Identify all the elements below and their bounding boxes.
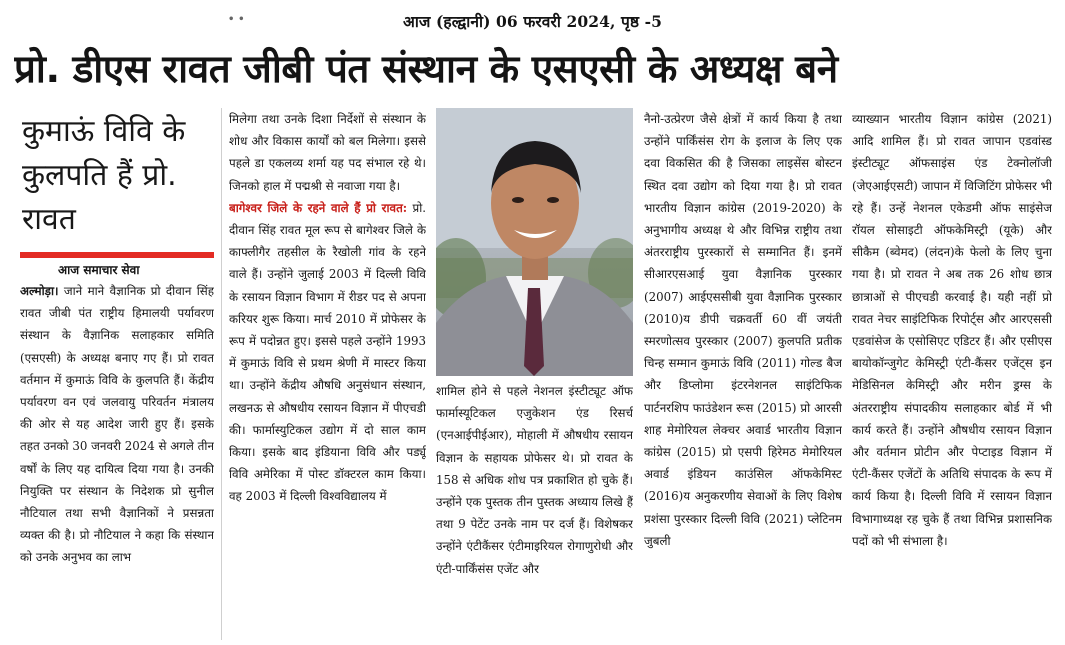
article-column-2 — [229, 108, 426, 642]
article-column-1 — [20, 280, 214, 642]
article-column-5 — [852, 108, 1052, 642]
header-dateline: आज (हल्द्वानी) 06 फरवरी 2024, पृष्ठ -5 — [402, 12, 663, 31]
page-header — [0, 10, 1065, 32]
column-4-text: नैनो-उत्प्रेरण जैसे क्षेत्रों में कार्य किया है तथा उन्होंने पार्किंसंस रोग के इलाज के लिए एक दवा विकसित की है जिसका लाइसेंस बोस्टन स्थित दवा उद्योग को दिया गया है। प्रो रावत भारतीय विज्ञान कांग्रेस (2019-2020) के अनुभागीय अध्यक्ष थे और विभिन्न राष्ट्रीय तथा अंतरराष्ट्रीय पुरस्कारों से सम्मानित हैं। इनमें सीआरएसआई युवा वैज्ञानिक पुरस्कार (2007) आईएससीबी युवा वैज्ञानिक पुरस्कार (2010)य डीपी चक्रवर्ती 60 वीं जयंती स्मरणोत्सव पुरस्कार (2007) कुलपति प्रतीक चिन्ह सम्मान कुमाऊं विवि (2011) गोल्ड बैज और डिप्लोमा इंटरनेशनल साइंटिफिक पार्टनरशिप फाउंडेशन रूस (2015) प्रो आरसी शाह मेमोरियल लेक्चर अवार्ड भारतीय विज्ञान कांग्रेस (2015) प्रो एसपी हिरेमठ मेमोरियल अवार्ड इंडियन काउंसिल ऑफकेमिस्ट (2016)य अनुकरणीय सेवाओं के लिए विशेष प्रशंसा पुरस्कार दिल्ली विवि (2021) प्लेटिनम जुबली — [644, 112, 842, 548]
column-divider — [221, 108, 222, 640]
subheadline: कुमाऊं विवि के कुलपति हैं प्रो. रावत — [22, 114, 186, 237]
header-dots: • • — [228, 14, 245, 25]
article-column-3 — [436, 380, 633, 642]
red-divider — [20, 252, 214, 258]
headline: प्रो. डीएस रावत जीबी पंत संस्थान के एसएसी के अध्यक्ष बने — [14, 47, 838, 92]
column-2-text-b: प्रो. दीवान सिंह रावत मूल रूप से बागेश्वर जिले के काफ्लीगैर तहसील के रैखोली गांव के रहने वाले हैं। उन्होंने जुलाई 2003 में दिल्ली विवि के रसायन विज्ञान विभाग में रीडर पद से अपना करियर शुरू किया। मार्च 2010 में प्रोफेसर के रूप में पदोन्नत हुए। इससे पहले उन्होंने 1993 में कुमाऊं विवि से प्रथम श्रेणी में मास्टर किया था। उन्होंने केंद्रीय औषधि अनुसंधान संस्थान, लखनऊ से औषधीय रसायन विज्ञान में पीएचडी की। फार्मास्युटिकल उद्योग में दो साल काम किया। इसके बाद इंडियाना विवि और पर्ड्यू विवि अमेरिका में पोस्ट डॉक्टरल काम किया। वह 2003 में दिल्ली विश्वविद्यालय में — [229, 200, 426, 504]
portrait-illustration — [436, 108, 633, 376]
column-2-text-a: मिलेगा तथा उनके दिशा निर्देशों से संस्थान के शोध और विकास कार्यों को बल मिलेगा। इससे पहले डा एकलव्य शर्मा यह पद संभाल रहे थे। जिनको हाल में पद्मश्री से नवाजा गया है। — [229, 112, 426, 193]
article-column-4 — [644, 108, 842, 642]
crosshead: बागेश्वर जिले के रहने वाले हैं प्रो रावत: — [229, 200, 408, 215]
column-1-text: जाने माने वैज्ञानिक प्रो दीवान सिंह रावत जीबी पंत राष्ट्रीय हिमालयी पर्यावरण संस्थान के वैज्ञानिक सलाहकार समिति (एसएसी) के अध्यक्ष बनाए गए हैं। प्रो रावत वर्तमान में कुमाऊं विवि के कुलपति हैं। केंद्रीय पर्यावरण वन एवं जलवायु परिवर्तन मंत्रालय की ओर से यह आदेश जारी हुए हैं। इसके तहत उनको 30 जनवरी 2024 से अगले तीन वर्षों के लिए यह दायित्व दिया गया है। उनकी नियुक्ति पर संस्थान के निदेशक प्रो सुनील नौटियाल तथा सभी वैज्ञानिकों ने प्रसन्नता व्यक्त की है। प्रो नौटियाल ने कहा कि संस्थान को उनके अनुभव का लाभ — [20, 284, 214, 565]
column-5-text: व्याख्यान भारतीय विज्ञान कांग्रेस (2021) आदि शामिल हैं। प्रो रावत जापान एडवांस्ड इंस्टीट्यूट ऑफसाइंस एंड टेक्नोलॉजी (जेएआईएसटी) जापान में विजिटिंग प्रोफेसर भी रहे हैं। उन्हें नेशनल एकेडमी ऑफ साइंसेज रॉयल सोसाइटी ऑफकेमिस्ट्री (यूके) और सीकैम (ब्वेमद) (लंदन)के फेलो के लिए चुना गया है। प्रो रावत ने अब तक 26 शोध छात्र छात्राओं से पीएचडी करवाई है। यही नहीं प्रो रावत नेचर साइंटिफिक रिपोर्ट्स और आरएससी एडवांसेज के एसोसिएट एडिटर हैं। और एसीएस बायोकॉन्जुगेट केमिस्ट्री एंटी-कैंसर एजेंट्स इन मेडिसिनल केमिस्ट्री और मरीन ड्रग्स के अंतरराष्ट्रीय संपादकीय सलाहकार बोर्ड में भी कार्य करते हैं। उन्होंने औषधीय रसायन विज्ञान और वर्तमान प्रोटीन और पेप्टाइड विज्ञान में एंटी-कैंसर एजेंटों के अतिथि संपादक के रूप में कार्य किया है। दिल्ली विवि में रसायन विज्ञान विभागाध्यक्ष रह चुके हैं तथा विभिन्न प्रशासनिक पदों को भी संभाला है। — [852, 112, 1052, 548]
portrait-photo — [436, 108, 633, 376]
agency-byline: आज समाचार सेवा — [58, 263, 140, 277]
dateline-place: अल्मोड़ा। — [20, 284, 59, 298]
column-3-text: शामिल होने से पहले नेशनल इंस्टीट्यूट ऑफ फार्मास्यूटिकल एजुकेशन एंड रिसर्च (एनआईपीईआर), मोहाली में औषधीय रसायन विज्ञान के सहायक प्रोफेसर थे। प्रो रावत के 158 से अधिक शोध पत्र प्रकाशित हो चुके हैं। उन्होंने एक पुस्तक तीन पुस्तक अध्याय लिखे हैं तथा 9 पेटेंट उनके नाम पर दर्ज हैं। विशेषकर उन्होंने एंटीकैंसर एंटीमाइरियल रोगाणुरोधी और एंटी-पार्किंसंस एजेंट और — [436, 384, 633, 576]
